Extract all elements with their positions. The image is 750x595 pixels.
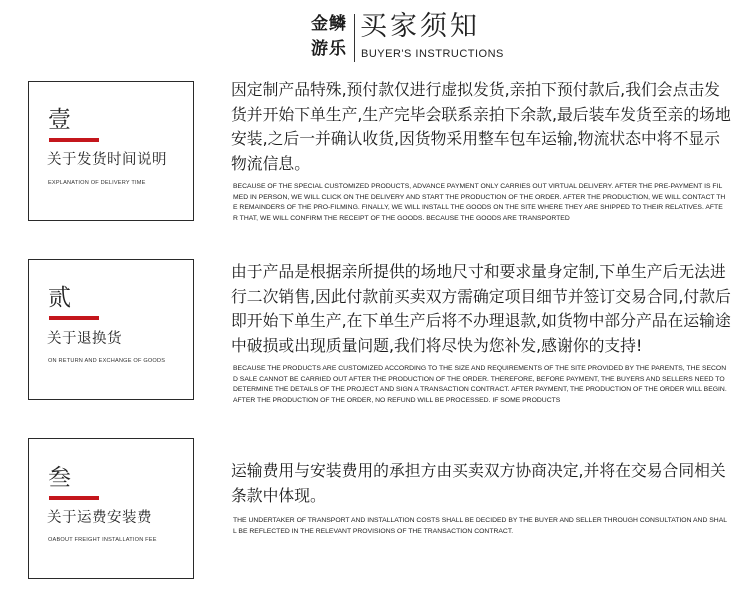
- section-text-english: BECAUSE OF THE SPECIAL CUSTOMIZED PRODUCTS, ADVANCE PAYMENT ONLY CARRIES OUT VIRTUAL DELIVERY. AFTER THE PRE-PAYMENT IS FILMED IN PERSON, WE WILL CLICK ON THE DELIVERY AND START THE PRODUCTION OF THE ORDER. AFTER THE PRODUCTION, WE WILL CONTACT THE REMAINDERS OF THE PRO-FILMING. FINALLY, WE WILL INSTALL THE GOODS ON THE SITE WHERE THEY ARE SHIPPED TO THEIR RELATIVES. AFTER THAT, WE WILL CONFIRM THE RECEIPT OF THE GOODS. BECAUSE THE GOODS ARE TRANSPORTED: [233, 183, 726, 222]
- section-title: 关于退换货: [47, 331, 122, 347]
- section-number: 叁: [48, 465, 71, 491]
- section-text-english: BECAUSE THE PRODUCTS ARE CUSTOMIZED ACCORDING TO THE SIZE AND REQUIREMENTS OF THE SITE PROVIDED BY THE PARENTS, THE SECOND SALE CANNOT BE CARRIED OUT AFTER THE PRODUCTION OF THE ORDER. THEREFORE, BEFORE PAYMENT, THE BUYERS AND SELLERS NEED TO DETERMINE THE DETAILS OF THE PROJECT AND SIGN A TRANSACTION CONTRACT. AFTER PAYMENT, THE PRODUCTION OF THE ORDER WILL BEGIN. AFTER THE PRODUCTION OF THE ORDER, NO REFUND WILL BE PROCESSED. IF SOME PRODUCTS: [233, 365, 727, 404]
- brand-line-2: 游乐: [311, 39, 347, 59]
- section-card-returns: [28, 259, 194, 400]
- brand-logo: [306, 12, 352, 62]
- section-title: 关于发货时间说明: [47, 152, 167, 168]
- section-text-english: THE UNDERTAKER OF TRANSPORT AND INSTALLATION COSTS SHALL BE DECIDED BY THE BUYER AND SELLER THROUGH CONSULTATION AND SHALL BE REFLECTED IN THE RELEVANT PROVISIONS OF THE TRANSACTION CONTRACT.: [233, 517, 728, 535]
- page-header: [0, 0, 750, 70]
- accent-bar: [49, 138, 99, 142]
- section-number: 贰: [48, 285, 71, 311]
- section-card-freight: [28, 438, 194, 579]
- section-text-chinese: 因定制产品特殊,预付款仅进行虚拟发货,亲拍下预付款后,我们会点击发货并开始下单生产,生产完毕会联系亲拍下余款,最后装车发货至亲的场地安装,之后一并确认收货,因货物采用整车包车运输,物流状态中将不显示物流信息。: [231, 80, 731, 173]
- section-title: 关于运费安装费: [47, 510, 152, 526]
- section-subtitle: EXPLANATION OF DELIVERY TIME: [48, 180, 146, 186]
- section-text-chinese: 由于产品是根据亲所提供的场地尺寸和要求量身定制,下单生产后无法进行二次销售,因此付款前买卖双方需确定项目细节并签订交易合同,付款后即开始下单生产,在下单生产后将不办理退款,如货物中部分产品在运输途中破损或出现质量问题,我们将尽快为您补发,感谢你的支持!: [231, 262, 731, 355]
- page-title-english: BUYER'S INSTRUCTIONS: [361, 48, 504, 60]
- accent-bar: [49, 496, 99, 500]
- section-text-chinese: 运输费用与安装费用的承担方由买卖双方协商决定,并将在交易合同相关条款中体现。: [231, 461, 726, 505]
- section-subtitle: OABOUT FREIGHT INSTALLATION FEE: [48, 537, 157, 543]
- section-number: 壹: [48, 107, 71, 133]
- header-divider: [354, 14, 355, 62]
- accent-bar: [49, 316, 99, 320]
- section-card-delivery: [28, 81, 194, 221]
- brand-line-1: 金鳞: [311, 14, 347, 34]
- section-subtitle: ON RETURN AND EXCHANGE OF GOODS: [48, 358, 166, 364]
- page-title: 买家须知: [360, 11, 480, 42]
